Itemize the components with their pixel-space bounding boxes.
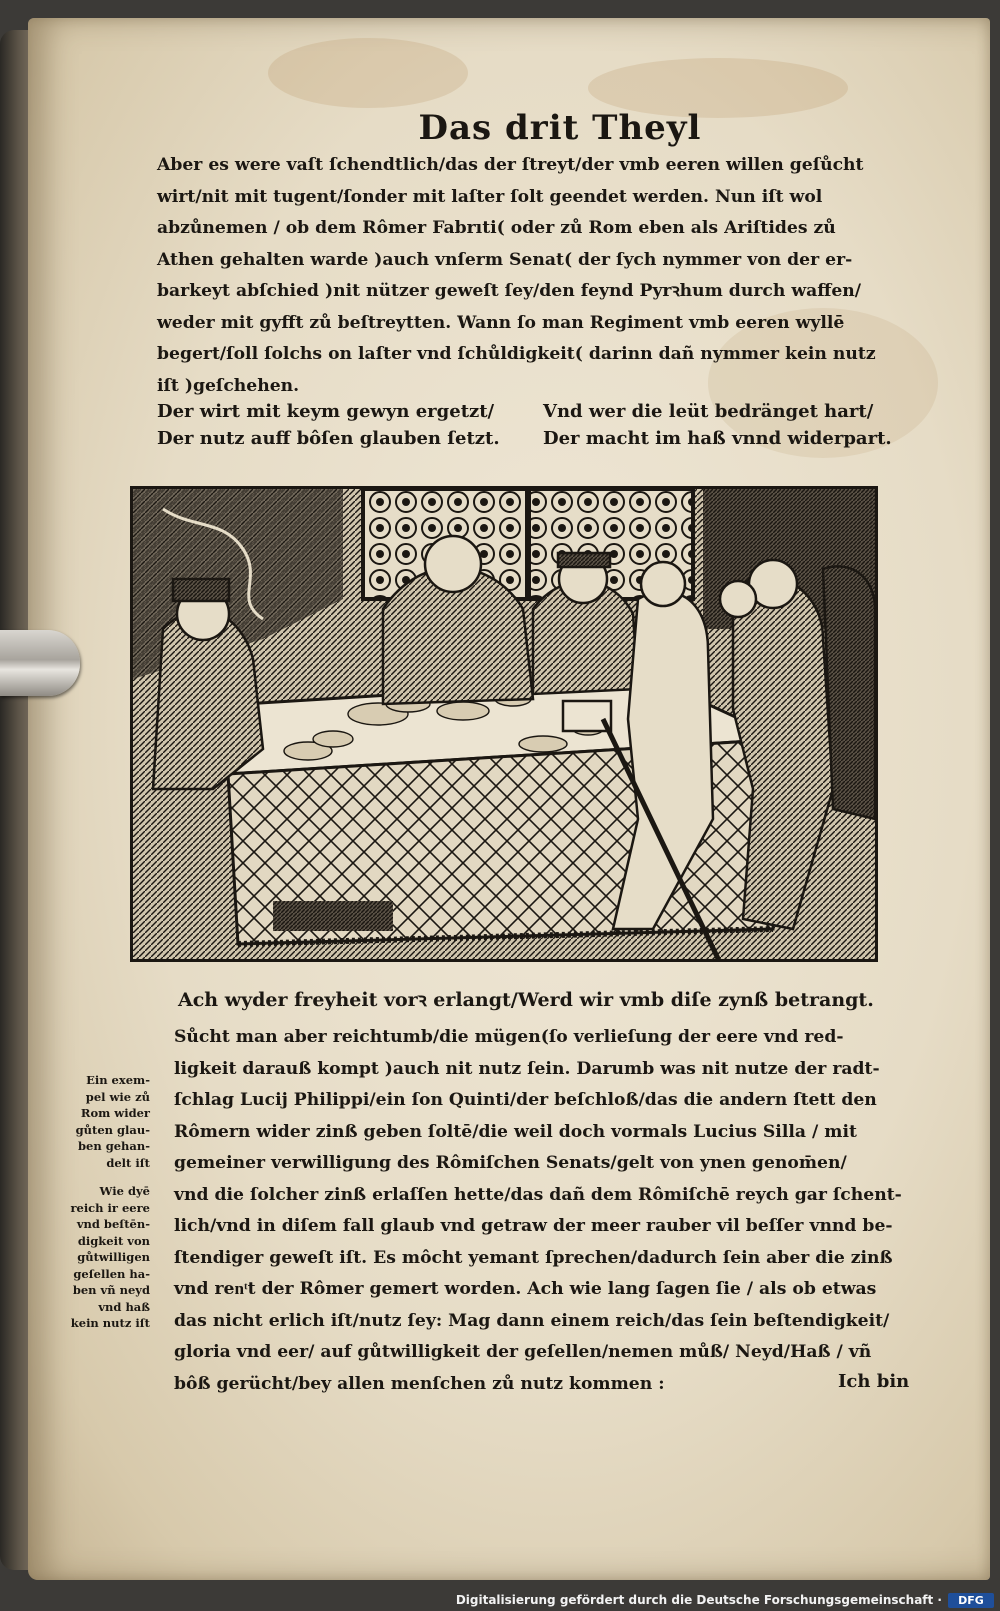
text-line: kein nutz iſt xyxy=(70,1316,150,1330)
text-line: bôß gerücht/bey allen menſchen zů nutz kommen : xyxy=(174,1373,665,1394)
text-line: ſtendiger geweſt iſt. Es môcht yemant ſprechen/dadurch ſein aber die zinß xyxy=(174,1247,893,1268)
text-line: geſellen ha- xyxy=(73,1266,150,1281)
text-line: Der macht im haß vnnd widerpart. xyxy=(543,428,892,449)
text-line: abzůnemen / ob dem Rômer Fabrıti( oder zů Rom eben als Ariſtides zů xyxy=(157,218,836,238)
text-line: vnd renͭt der Rômer gemert worden. Ach wie lang ſagen ſie / als ob etwas xyxy=(174,1279,877,1299)
text-line: Der wirt mit keym gewyn ergetzt/ xyxy=(157,401,495,422)
woodcut-drawing xyxy=(133,489,875,959)
text-line: Rômern wider zinß geben ſoltē/die weil doch vormals Lucius Silla / mit xyxy=(174,1121,857,1142)
margin-note-2 xyxy=(58,1183,150,1332)
text-line: Ein exem- xyxy=(86,1073,150,1087)
text-line: ben vñ neyd xyxy=(72,1283,150,1297)
text-line: Der nutz auff bôſen glauben ſetzt. xyxy=(157,428,500,449)
text-line: Vnd wer die leüt bedränget hart/ xyxy=(543,401,874,422)
dfg-logo[interactable]: DFG xyxy=(948,1593,994,1608)
text-line: gloria vnd eer/ auf gůtwilligkeit der geſellen/nemen můß/ Neyd/Haß / vñ xyxy=(174,1342,872,1362)
page-title: Das drit Theyl xyxy=(418,108,702,148)
woodcut-caption: Ach wyder freyheit vorꝛ erlangt/Werd wir vmb diſe zynß betrangt. xyxy=(178,989,874,1011)
text-line: vnd beſtēn- xyxy=(76,1217,150,1231)
text-line: delt iſt xyxy=(106,1155,150,1170)
text-line: lich/vnd in diſem fall glaub vnd getraw der meer rauber vil beſſer vnnd be- xyxy=(174,1216,893,1236)
couplet-right xyxy=(543,398,892,452)
text-line: Wie dyē xyxy=(99,1184,150,1198)
couplet-left xyxy=(157,398,500,452)
body-paragraph xyxy=(174,1022,902,1400)
text-line: begert/ſoll ſolchs on laſter vnd ſchůldigkeit( darinn dañ nymmer kein nutz xyxy=(157,344,876,364)
text-line: gemeiner verwilligung des Rômiſchen Senats/gelt von ynen genom̄en/ xyxy=(174,1153,847,1173)
text-line: pel wie zů xyxy=(85,1089,150,1104)
text-line: das nicht erlich iſt/nutz ſey: Mag dann einem reich/das ſein beſtendigkeit/ xyxy=(174,1310,890,1331)
catchword: Ich bin xyxy=(838,1371,910,1392)
text-line: vnd die ſolcher zinß erlaſſen hette/das dañ dem Rômiſchē reych gar ſchent- xyxy=(174,1184,902,1205)
text-line: weder mit gyfft zů beſtreytten. Wann ſo man Regiment vmb eeren wyllē xyxy=(157,312,845,333)
intro-paragraph xyxy=(157,150,876,402)
text-line: Sůcht man aber reichtumb/die mügen(ſo verlieſung der eere vnd red- xyxy=(174,1027,844,1047)
text-line: vnd haß xyxy=(98,1299,150,1314)
text-line: Athen gehalten warde )auch vnſerm Senat( der ſych nymmer von der er- xyxy=(157,249,853,270)
woodcut-illustration xyxy=(130,486,878,962)
text-line: gůtwilligen xyxy=(77,1250,150,1264)
margin-note-1 xyxy=(58,1072,150,1171)
text-line: reich ir eere xyxy=(70,1200,150,1215)
text-line: digkeit von xyxy=(77,1233,150,1248)
text-line: ſchlag Lucij Philippi/ein ſon Quinti/der beſchloß/das die andern ſtett den xyxy=(174,1090,877,1110)
page-stain xyxy=(268,38,468,108)
text-line: barkeyt abſchied )nit nützer geweſt ſey/den feynd Pyrꝛhum durch waffen/ xyxy=(157,281,862,301)
text-line: Aber es were vaſt ſchendtlich/das der ſtreyt/der vmb eeren willen geſůcht xyxy=(157,155,864,175)
text-line: Rom wider xyxy=(80,1106,150,1120)
text-line: gůten glau- xyxy=(75,1122,150,1137)
text-line: wirt/nit mit tugent/ſonder mit laſter ſolt geendet werden. Nun iſt wol xyxy=(157,186,823,207)
text-line: iſt )geſchehen. xyxy=(157,375,300,396)
text-line: ligkeit darauß kompt )auch nit nutz ſein. Darumb was nit nutze der radt- xyxy=(174,1058,880,1079)
footer-credit: Digitalisierung gefördert durch die Deutsche Forschungsgemeinschaft · xyxy=(455,1593,942,1607)
paper-clip xyxy=(0,630,80,696)
text-line: ben gehan- xyxy=(77,1139,150,1153)
